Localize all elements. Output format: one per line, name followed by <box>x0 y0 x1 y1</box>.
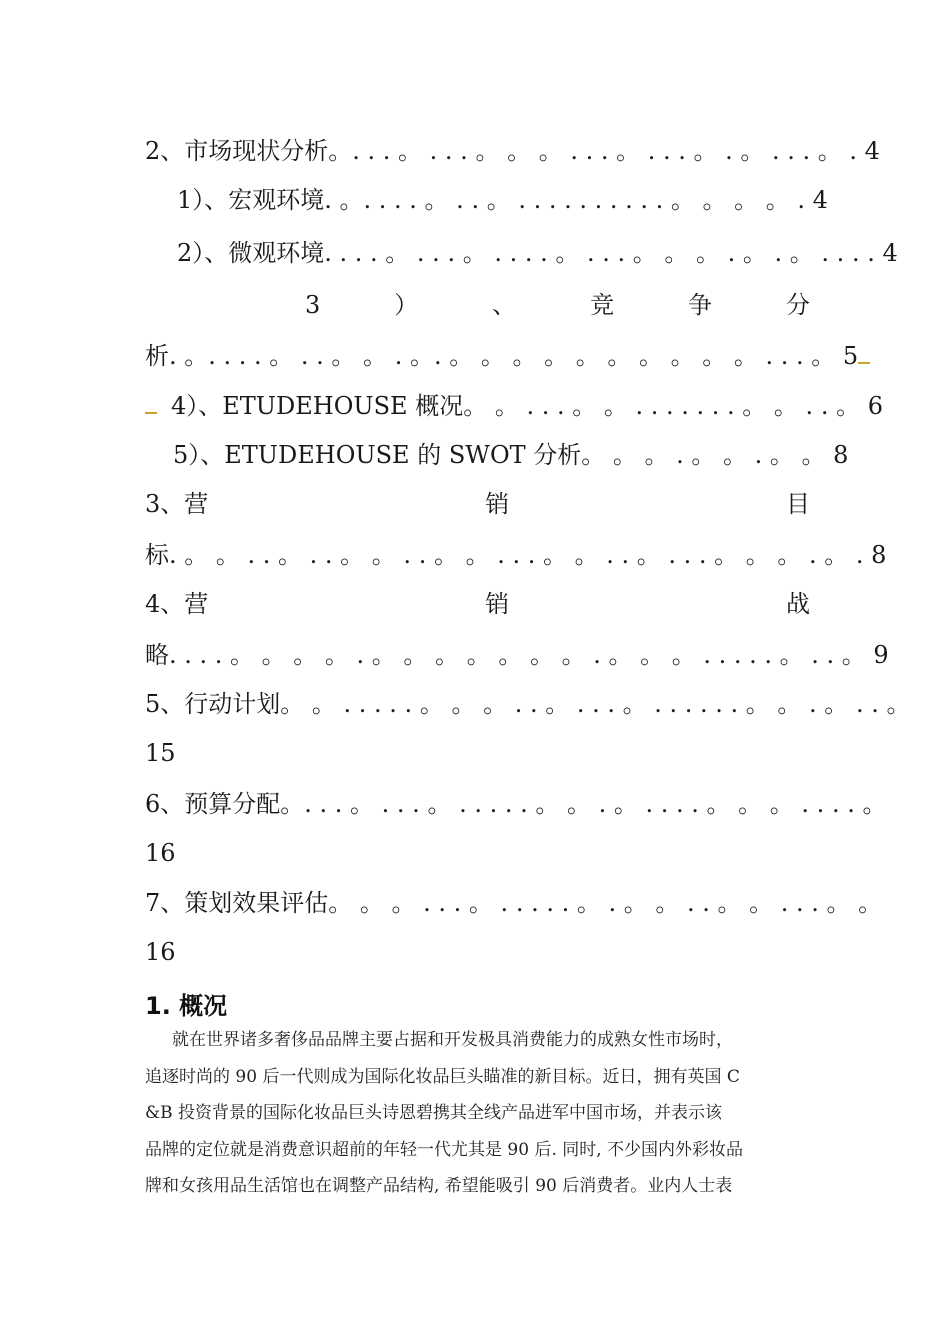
toc-entry-market-analysis[interactable]: 2、市场现状分析。. . . 。 . . . 。 。 。 . . . 。 . . . 。 . 。 . . . 。 . 4 <box>145 137 880 165</box>
toc-entry-etudehouse-overview[interactable] <box>145 391 883 421</box>
toc-entry-marketing-goal-tail[interactable]: 标. 。 。 . . 。 . . 。 。 . . 。 。 . . . 。 。 . . 。 . . . 。 。 。 . 。 . 8 <box>145 541 887 569</box>
paragraph-line: 牌和女孩用品生活馆也在调整产品结构, 希望能吸引 90 后消费者。业内人士表 <box>145 1176 733 1196</box>
paragraph-line: 品牌的定位就是消费意识超前的年轻一代尤其是 90 后. 同时, 不少国内外彩妆品 <box>145 1140 744 1160</box>
toc-entry-marketing-strategy-split[interactable] <box>145 589 810 619</box>
paragraph-line: 就在世界诸多奢侈品品牌主要占据和开发极具消费能力的成熟女性市场时， <box>172 1030 733 1050</box>
toc-entry-evaluation[interactable]: 7、策划效果评估。 。 。 . . . 。 . . . . . 。 . 。 。 . . 。 。 . . . 。 。 <box>145 889 883 917</box>
toc-page-number: 16 <box>145 839 176 867</box>
toc-fragment: 争 <box>688 291 713 319</box>
toc-entry-action-plan[interactable]: 5、行动计划。 。 . . . . . 。 。 。 . . 。 . . . 。 . . . . . . 。 。 . 。 . . 。 <box>145 690 911 718</box>
toc-fragment: 销 <box>485 490 510 518</box>
toc-fragment: 战 <box>786 590 810 618</box>
toc-entry-competition-split[interactable] <box>305 290 810 320</box>
toc-fragment: 、 <box>492 291 517 319</box>
toc-entry-macro-environment[interactable]: 1）、宏观环境. 。. . . . 。 . . 。 . . . . . . . . . . 。 。 。 。 . 4 <box>177 186 828 214</box>
revision-marker-icon <box>858 342 870 364</box>
toc-fragment: 4、营 <box>145 590 209 618</box>
toc-fragment: ） <box>394 291 419 319</box>
toc-entry-marketing-strategy-tail[interactable]: 略. . . . 。 。 。 。 . 。 。 。 。 。 。 。 . 。 。 。 . . . . . 。 . . 。 9 <box>145 641 889 669</box>
toc-fragment: 竞 <box>590 291 615 319</box>
paragraph-line: 追逐时尚的 90 后一代则成为国际化妆品巨头瞄准的新目标。近日，拥有英国 C <box>145 1067 740 1087</box>
toc-fragment: 分 <box>785 291 810 319</box>
toc-entry-etudehouse-swot[interactable]: 5）、ETUDEHOUSE 的 SWOT 分析。 。 。 . 。 。 . 。 。 8 <box>173 441 849 469</box>
toc-entry-competition-tail[interactable] <box>145 341 859 371</box>
toc-entry-micro-environment[interactable]: 2）、微观环境. . . . 。 . . . 。 . . . . 。 . . . 。 。 。 . 。 . 。 . . . . 4 <box>177 239 898 267</box>
toc-fragment: 3 <box>305 291 321 319</box>
revision-marker-icon <box>145 392 157 414</box>
toc-page-number: 16 <box>145 938 176 966</box>
toc-fragment: 目 <box>786 490 810 518</box>
section-heading: 1. 概况 <box>145 992 228 1020</box>
paragraph-line: &B 投资背景的国际化妆品巨头诗恩碧携其全线产品进军中国市场，并表示该 <box>145 1103 723 1123</box>
toc-entry-text: 4）、ETUDEHOUSE 概况。 。 . . . 。 。 . . . . . . . 。 。 . . 。 6 <box>171 392 883 420</box>
toc-entry-marketing-goal-split[interactable] <box>145 489 810 519</box>
toc-entry-text: 析. 。. . . . 。 . . 。 。 . 。. 。 。 。 。 。 。 。 。 。 。 . . . 。 5 <box>145 342 859 370</box>
toc-page-number: 15 <box>145 739 176 767</box>
toc-fragment: 销 <box>485 590 510 618</box>
toc-entry-budget[interactable]: 6、预算分配。. . . 。 . . . 。 . . . . . 。 。 . 。 . . . . 。 。 。 . . . . 。 <box>145 790 887 818</box>
toc-fragment: 3、营 <box>145 490 209 518</box>
